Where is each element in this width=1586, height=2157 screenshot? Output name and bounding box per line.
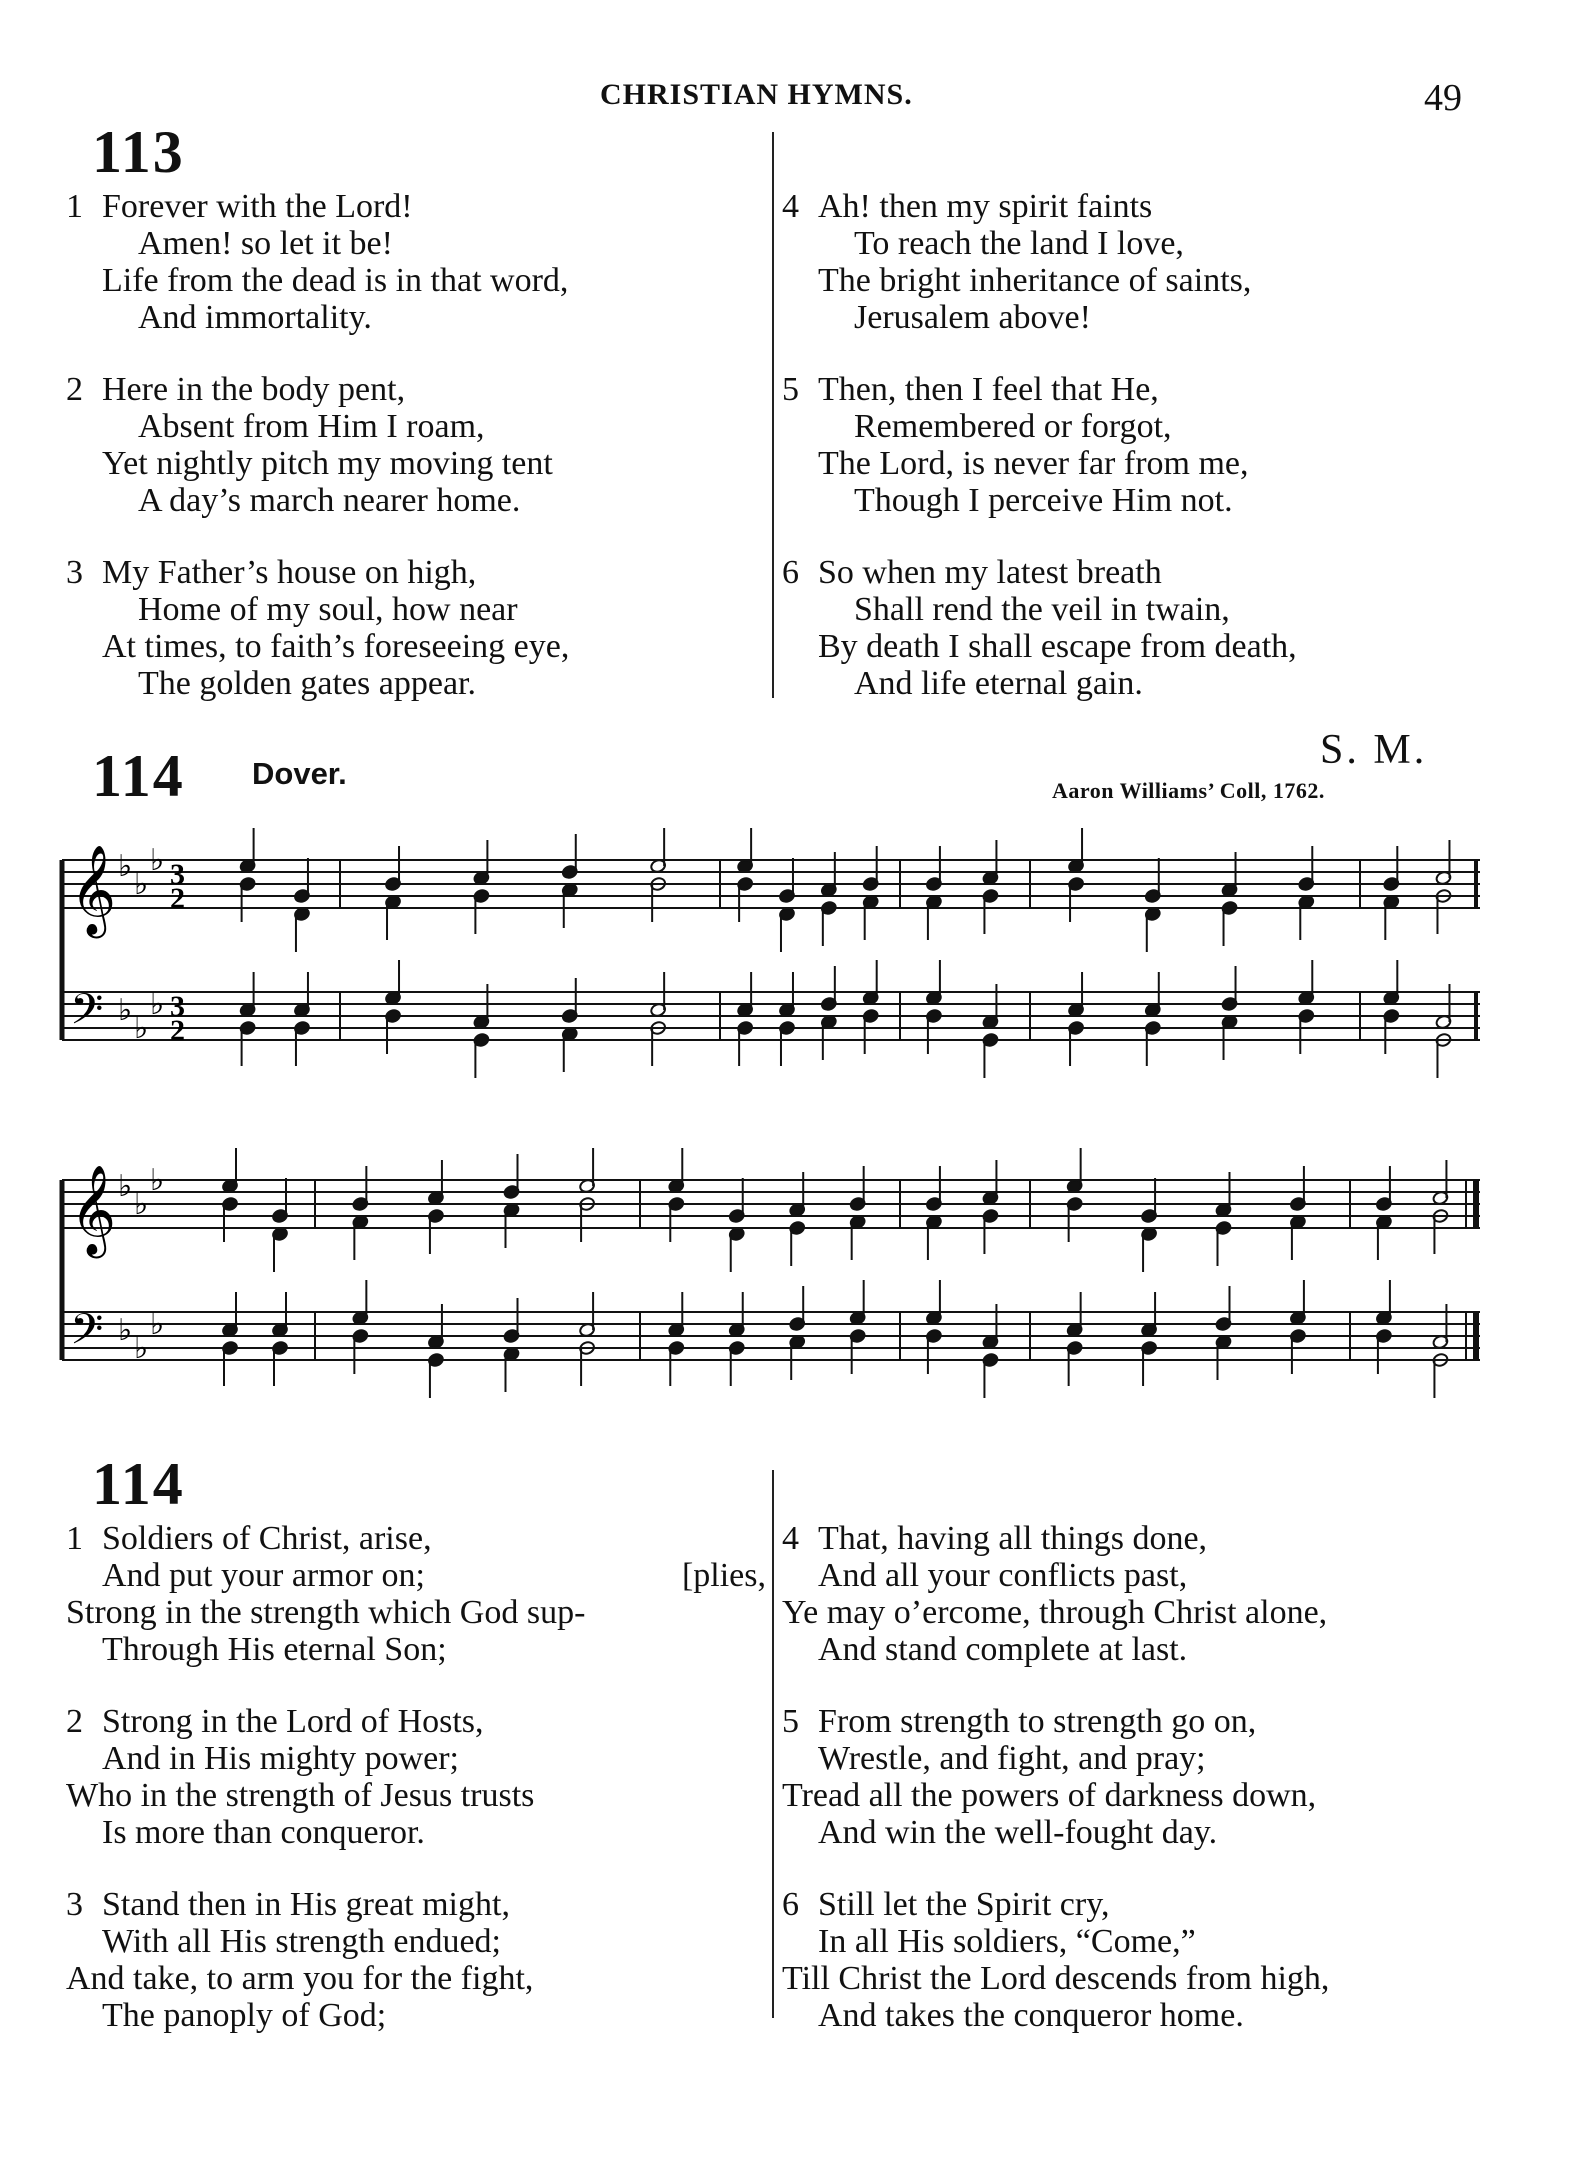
- stanza-number: 3: [66, 1886, 83, 1923]
- stanza-number: 2: [66, 1703, 83, 1740]
- verse-line: Strong in the strength which God sup-: [66, 1594, 586, 1631]
- stanza-number: 6: [782, 554, 799, 591]
- column-divider: [772, 1470, 774, 2018]
- stanza-number: 5: [782, 371, 799, 408]
- verse-line: That, having all things done,: [818, 1520, 1208, 1557]
- stanza-3: [66, 1886, 766, 2034]
- bass-clef: 𝄢: [70, 1307, 104, 1364]
- flat-sign: ♭: [118, 850, 133, 883]
- verse-line: And stand complete at last.: [818, 1631, 1188, 1668]
- stanza-number: 6: [782, 1886, 799, 1923]
- meter: S. M.: [1320, 727, 1428, 773]
- flat-sign: ♭: [150, 988, 165, 1021]
- flat-sign: ♭: [134, 1012, 149, 1045]
- verse-line: And take, to arm you for the fight,: [66, 1960, 534, 1997]
- verse-line: Soldiers of Christ, arise,: [102, 1520, 432, 1557]
- verse-line: Shall rend the veil in twain,: [854, 591, 1230, 628]
- stanza-number: 4: [782, 188, 799, 225]
- verse-line: And win the well-fought day.: [818, 1814, 1218, 1851]
- verse-line: With all His strength endued;: [102, 1923, 502, 1960]
- hymn-113-left-column: [66, 188, 766, 737]
- stanza-2: [66, 1703, 766, 1851]
- verse-line: At times, to faith’s foreseeing eye,: [102, 628, 570, 665]
- stanza-5: [782, 371, 1502, 519]
- music-system-1: [62, 828, 1480, 1078]
- verse-line: Yet nightly pitch my moving tent: [102, 445, 553, 482]
- verse-line: Stand then in His great might,: [102, 1886, 510, 1923]
- verse-line: Jerusalem above!: [854, 299, 1091, 336]
- stanza-4: [782, 188, 1502, 336]
- flat-sign: ♭: [134, 1332, 149, 1365]
- stanza-number: 2: [66, 371, 83, 408]
- stanza-6: [782, 1886, 1502, 2034]
- hymn-114-left-column: [66, 1520, 766, 2069]
- hymn-114-right-column: [782, 1520, 1502, 2069]
- hymn-113-number: 113: [92, 119, 185, 185]
- time-signature-top: 3: [170, 990, 185, 1023]
- verse-line: Ye may o’ercome, through Christ alone,: [782, 1594, 1328, 1631]
- verse-line: The golden gates appear.: [138, 665, 476, 702]
- stanza-2: [66, 371, 766, 519]
- verse-line: And life eternal gain.: [854, 665, 1143, 702]
- hymn-114-number: 114: [92, 1451, 185, 1517]
- hymn-113-right-column: [782, 188, 1502, 737]
- verse-line: The Lord, is never far from me,: [818, 445, 1249, 482]
- tune-114-number: 114: [92, 743, 185, 809]
- stanza-number: 1: [66, 1520, 83, 1557]
- flat-sign: ♭: [150, 844, 165, 877]
- bass-clef: 𝄢: [70, 987, 104, 1044]
- verse-line: By death I shall escape from death,: [818, 628, 1297, 665]
- verse-line: Life from the dead is in that word,: [102, 262, 569, 299]
- stanza-3: [66, 554, 766, 702]
- time-signature-top: 3: [170, 858, 185, 891]
- verse-line: Absent from Him I roam,: [138, 408, 485, 445]
- running-head: CHRISTIAN HYMNS.: [600, 78, 913, 111]
- flat-sign: ♭: [150, 1308, 165, 1341]
- treble-clef: 𝄞: [70, 846, 117, 933]
- verse-line: Is more than conqueror.: [102, 1814, 425, 1851]
- verse-line: Strong in the Lord of Hosts,: [102, 1703, 484, 1740]
- verse-line: From strength to strength go on,: [818, 1703, 1257, 1740]
- verse-line: The panoply of God;: [102, 1997, 387, 2034]
- verse-line: A day’s march nearer home.: [138, 482, 521, 519]
- verse-line: Through His eternal Son;: [102, 1631, 447, 1668]
- time-signature-bottom: 2: [170, 1014, 185, 1047]
- verse-line: Till Christ the Lord descends from high,: [782, 1960, 1330, 1997]
- flat-sign: ♭: [118, 1170, 133, 1203]
- stanza-number: 5: [782, 1703, 799, 1740]
- verse-line: So when my latest breath: [818, 554, 1162, 591]
- verse-line: Amen! so let it be!: [138, 225, 393, 262]
- verse-line: Tread all the powers of darkness down,: [782, 1777, 1317, 1814]
- verse-line: My Father’s house on high,: [102, 554, 477, 591]
- column-divider: [772, 132, 774, 698]
- verse-line: Then, then I feel that He,: [818, 371, 1159, 408]
- verse-line: Though I perceive Him not.: [854, 482, 1233, 519]
- stanza-number: 1: [66, 188, 83, 225]
- time-signature-bottom: 2: [170, 882, 185, 915]
- stanza-6: [782, 554, 1502, 702]
- verse-line: Who in the strength of Jesus trusts: [66, 1777, 535, 1814]
- stanza-5: [782, 1703, 1502, 1851]
- stanza-1: [66, 1520, 766, 1668]
- verse-line: In all His soldiers, “Come,”: [818, 1923, 1196, 1960]
- overflow-word: [plies,: [681, 1557, 766, 1594]
- flat-sign: ♭: [118, 1314, 133, 1347]
- verse-line: Here in the body pent,: [102, 371, 406, 408]
- music-system-2: [62, 1148, 1480, 1398]
- verse-line: And takes the conqueror home.: [818, 1997, 1244, 2034]
- verse-line: Forever with the Lord!: [102, 188, 413, 225]
- flat-sign: ♭: [134, 1188, 149, 1221]
- composer: Aaron Williams’ Coll, 1762.: [1052, 778, 1325, 803]
- tune-name: Dover.: [252, 756, 347, 791]
- verse-line: And put your armor on;: [102, 1557, 425, 1594]
- verse-line: The bright inheritance of saints,: [818, 262, 1252, 299]
- treble-clef: 𝄞: [70, 1166, 117, 1253]
- stanza-number: 3: [66, 554, 83, 591]
- verse-line: And immortality.: [138, 299, 372, 336]
- stanza-number: 4: [782, 1520, 799, 1557]
- verse-line: Home of my soul, how near: [138, 591, 518, 628]
- stanza-1: [66, 188, 766, 336]
- verse-line: Remembered or forgot,: [854, 408, 1172, 445]
- stanza-4: [782, 1520, 1502, 1668]
- music-score: [0, 800, 1586, 1420]
- verse-line: Ah! then my spirit faints: [818, 188, 1153, 225]
- verse-line: To reach the land I love,: [854, 225, 1184, 262]
- verse-line: Still let the Spirit cry,: [818, 1886, 1110, 1923]
- verse-line: And in His mighty power;: [102, 1740, 459, 1777]
- flat-sign: ♭: [118, 994, 133, 1027]
- flat-sign: ♭: [134, 868, 149, 901]
- verse-line: Wrestle, and fight, and pray;: [818, 1740, 1206, 1777]
- page-number: 49: [1424, 77, 1462, 119]
- flat-sign: ♭: [150, 1164, 165, 1197]
- verse-line: And all your conflicts past,: [818, 1557, 1188, 1594]
